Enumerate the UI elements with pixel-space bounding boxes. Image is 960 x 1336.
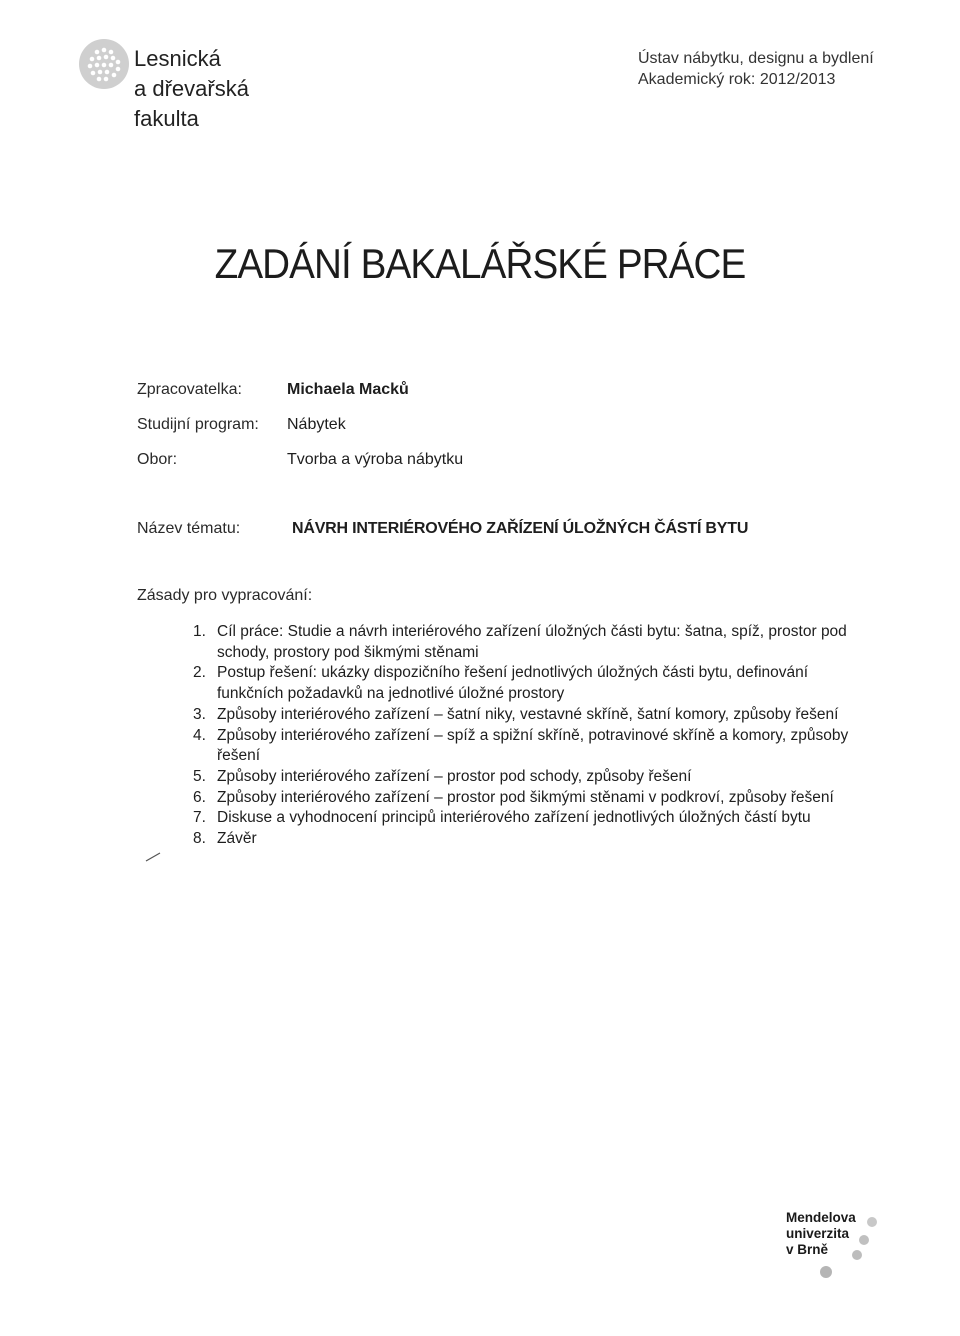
university-name-line3: v Brně xyxy=(786,1242,829,1257)
list-item-number: 2. xyxy=(193,664,206,682)
author-label: Zpracovatelka: xyxy=(137,381,242,398)
list-item-number: 5. xyxy=(193,767,206,785)
list-item xyxy=(193,622,853,663)
list-item xyxy=(193,808,853,829)
list-item-text: Způsoby interiérového zařízení – spíž a spižní skříně, potravinové skříně a komory, způsoby řešení xyxy=(217,726,849,765)
institute-name: Ústav nábytku, designu a bydlení xyxy=(638,50,874,67)
list-item xyxy=(193,705,853,726)
list-item-number: 3. xyxy=(193,705,206,723)
list-item-number: 8. xyxy=(193,830,206,848)
program-value: Nábytek xyxy=(287,416,346,433)
faculty-name-line1: Lesnická xyxy=(134,46,221,71)
university-emblem-icon xyxy=(786,1210,896,1290)
university-logo xyxy=(786,1210,896,1290)
principles-list xyxy=(193,622,853,850)
program-label: Studijní program: xyxy=(137,416,259,433)
document-title: ZADÁNÍ BAKALÁŘSKÉ PRÁCE xyxy=(214,240,746,287)
list-item-text: Způsoby interiérového zařízení – prostor pod schody, způsoby řešení xyxy=(217,767,692,785)
list-item xyxy=(193,663,853,704)
faculty-name-line3: fakulta xyxy=(134,106,199,131)
faculty-name-line2: a dřevařská xyxy=(134,76,249,101)
list-item-text: Závěr xyxy=(217,830,257,848)
list-item-number: 4. xyxy=(193,726,206,744)
list-item xyxy=(193,788,853,809)
topic-label: Název tématu: xyxy=(137,520,241,537)
list-item-number: 6. xyxy=(193,788,206,806)
institute-info xyxy=(638,48,938,90)
topic-value: NÁVRH INTERIÉROVÉHO ZAŘÍZENÍ ÚLOŽNÝCH ČÁSTÍ BYTU xyxy=(292,520,749,537)
field-value: Tvorba a výroba nábytku xyxy=(287,451,464,468)
list-item xyxy=(193,767,853,788)
list-item-number: 7. xyxy=(193,809,206,827)
pen-mark xyxy=(145,852,161,862)
university-name-line1: Mendelova xyxy=(786,1210,856,1225)
academic-year: Akademický rok: 2012/2013 xyxy=(638,71,836,88)
principles-label: Zásady pro vypracování: xyxy=(137,587,313,604)
list-item-text: Postup řešení: ukázky dispozičního řešení jednotlivých úložných části bytu, definování funkčních požadavků na jednotlivé úložné prostory xyxy=(217,664,809,703)
list-item-text: Způsoby interiérového zařízení – šatní niky, vestavné skříně, šatní komory, způsoby řešení xyxy=(217,705,839,723)
field-label: Obor: xyxy=(137,451,178,468)
university-name-line2: univerzita xyxy=(786,1226,850,1241)
list-item-text: Způsoby interiérového zařízení – prostor pod šikmými stěnami v podkroví, způsoby řešení xyxy=(217,788,834,806)
list-item xyxy=(193,829,853,850)
list-item xyxy=(193,726,853,767)
list-item-number: 1. xyxy=(193,623,206,640)
list-item-text: Cíl práce: Studie a návrh interiérového zařízení úložných části bytu: šatna, spíž, prostor pod schody, prostory pod šikmými stěnami xyxy=(217,623,847,661)
faculty-logo xyxy=(78,34,278,134)
faculty-emblem-icon xyxy=(78,38,130,90)
author-value: Michaela Macků xyxy=(287,381,409,398)
list-item-text: Diskuse a vyhodnocení principů interiérového zařízení jednotlivých úložných částí bytu xyxy=(217,809,811,827)
